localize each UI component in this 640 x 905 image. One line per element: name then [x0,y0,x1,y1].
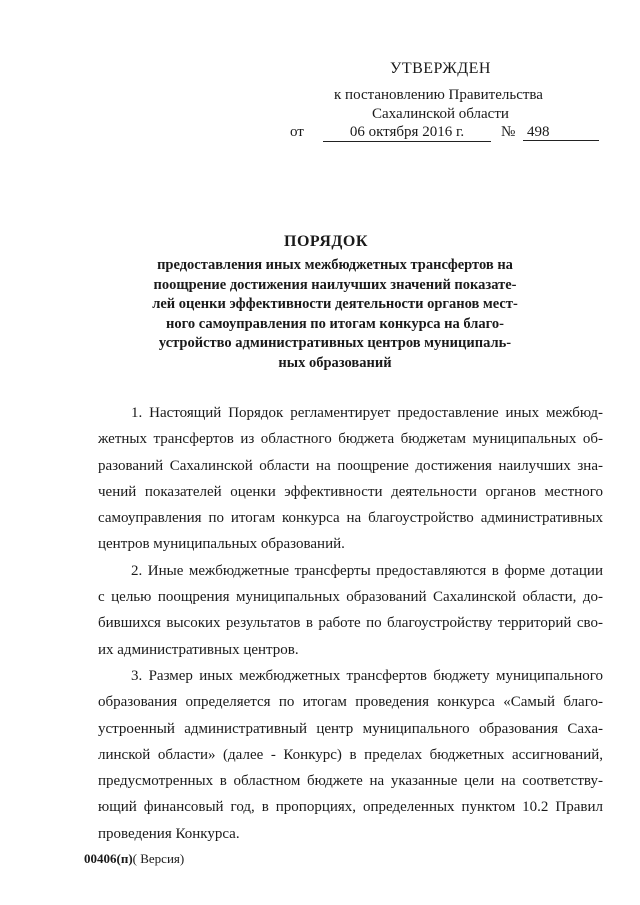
subtitle-line: устройство административных центров муниципаль- [158,335,512,351]
subtitle-line: лей оценки эффективности деятельности органов мест- [152,296,518,312]
approval-date: 06 октября 2016 г. [323,124,491,142]
paragraph-line: чений показателей оценки эффективности деятельности органов местного [98,483,603,500]
document-title: ПОРЯДОК [284,233,368,250]
approval-resolution-line: к постановлению Правительства [334,87,543,103]
paragraph-line: центров муниципальных образований. [98,536,345,553]
paragraph-line: самоуправления по итогам конкурса на благоустройство административных [98,510,603,527]
from-label: от [290,124,304,140]
document-body [98,400,603,847]
paragraph-line: бившихся высоких результатов в работе по благоустройству территорий сво- [98,615,603,632]
subtitle-line: предоставления иных межбюджетных трансфертов на [157,257,513,273]
paragraph-line: 2. Иные межбюджетные трансферты предоставляются в форме дотации [131,562,603,579]
paragraph-line: их административных центров. [98,641,299,658]
subtitle-line: поощрение достижения наилучших значений показате- [153,276,517,293]
number-label: № [501,124,516,140]
approval-region-line: Сахалинской области [372,106,509,122]
subtitle-line: ных образований [278,354,392,371]
footer-version: ( Версия) [132,851,185,866]
paragraph-2 [98,558,603,663]
footer-code: 00406(п) [84,851,133,866]
footer-document-code [84,851,184,867]
paragraph-line: образования определяется по итогам проведения конкурса «Самый благо- [98,694,603,711]
approval-title: УТВЕРЖДЕН [390,60,491,77]
paragraph-line: 1. Настоящий Порядок регламентирует предоставление иных межбюд- [131,405,603,421]
paragraph-line: разований Сахалинской области на поощрение достижения наилучших зна- [98,457,603,474]
subtitle-line: ного самоуправления по итогам конкурса на благо- [166,315,504,332]
approval-number: 498 [523,124,599,141]
paragraph-line: с целью поощрения муниципальных образований Сахалинской области, до- [98,589,603,606]
paragraph-line: линской области» (далее - Конкурс) в пределах бюджетных ассигнований, [98,746,603,763]
document-subtitle [145,256,525,373]
paragraph-line: предусмотренных в областном бюджете на указанные цели на соответству- [98,773,603,790]
paragraph-line: жетных трансфертов из областного бюджета бюджетам муниципальных об- [98,431,603,448]
paragraph-line: устроенный административный центр муниципального образования Саха- [98,720,603,737]
paragraph-line: проведения Конкурса. [98,825,240,842]
paragraph-3 [98,663,603,847]
paragraph-1 [98,400,603,558]
paragraph-line: 3. Размер иных межбюджетных трансфертов бюджету муниципального [131,667,603,684]
paragraph-line: ющий финансовый год, в пропорциях, определенных пунктом 10.2 Правил [98,799,603,816]
